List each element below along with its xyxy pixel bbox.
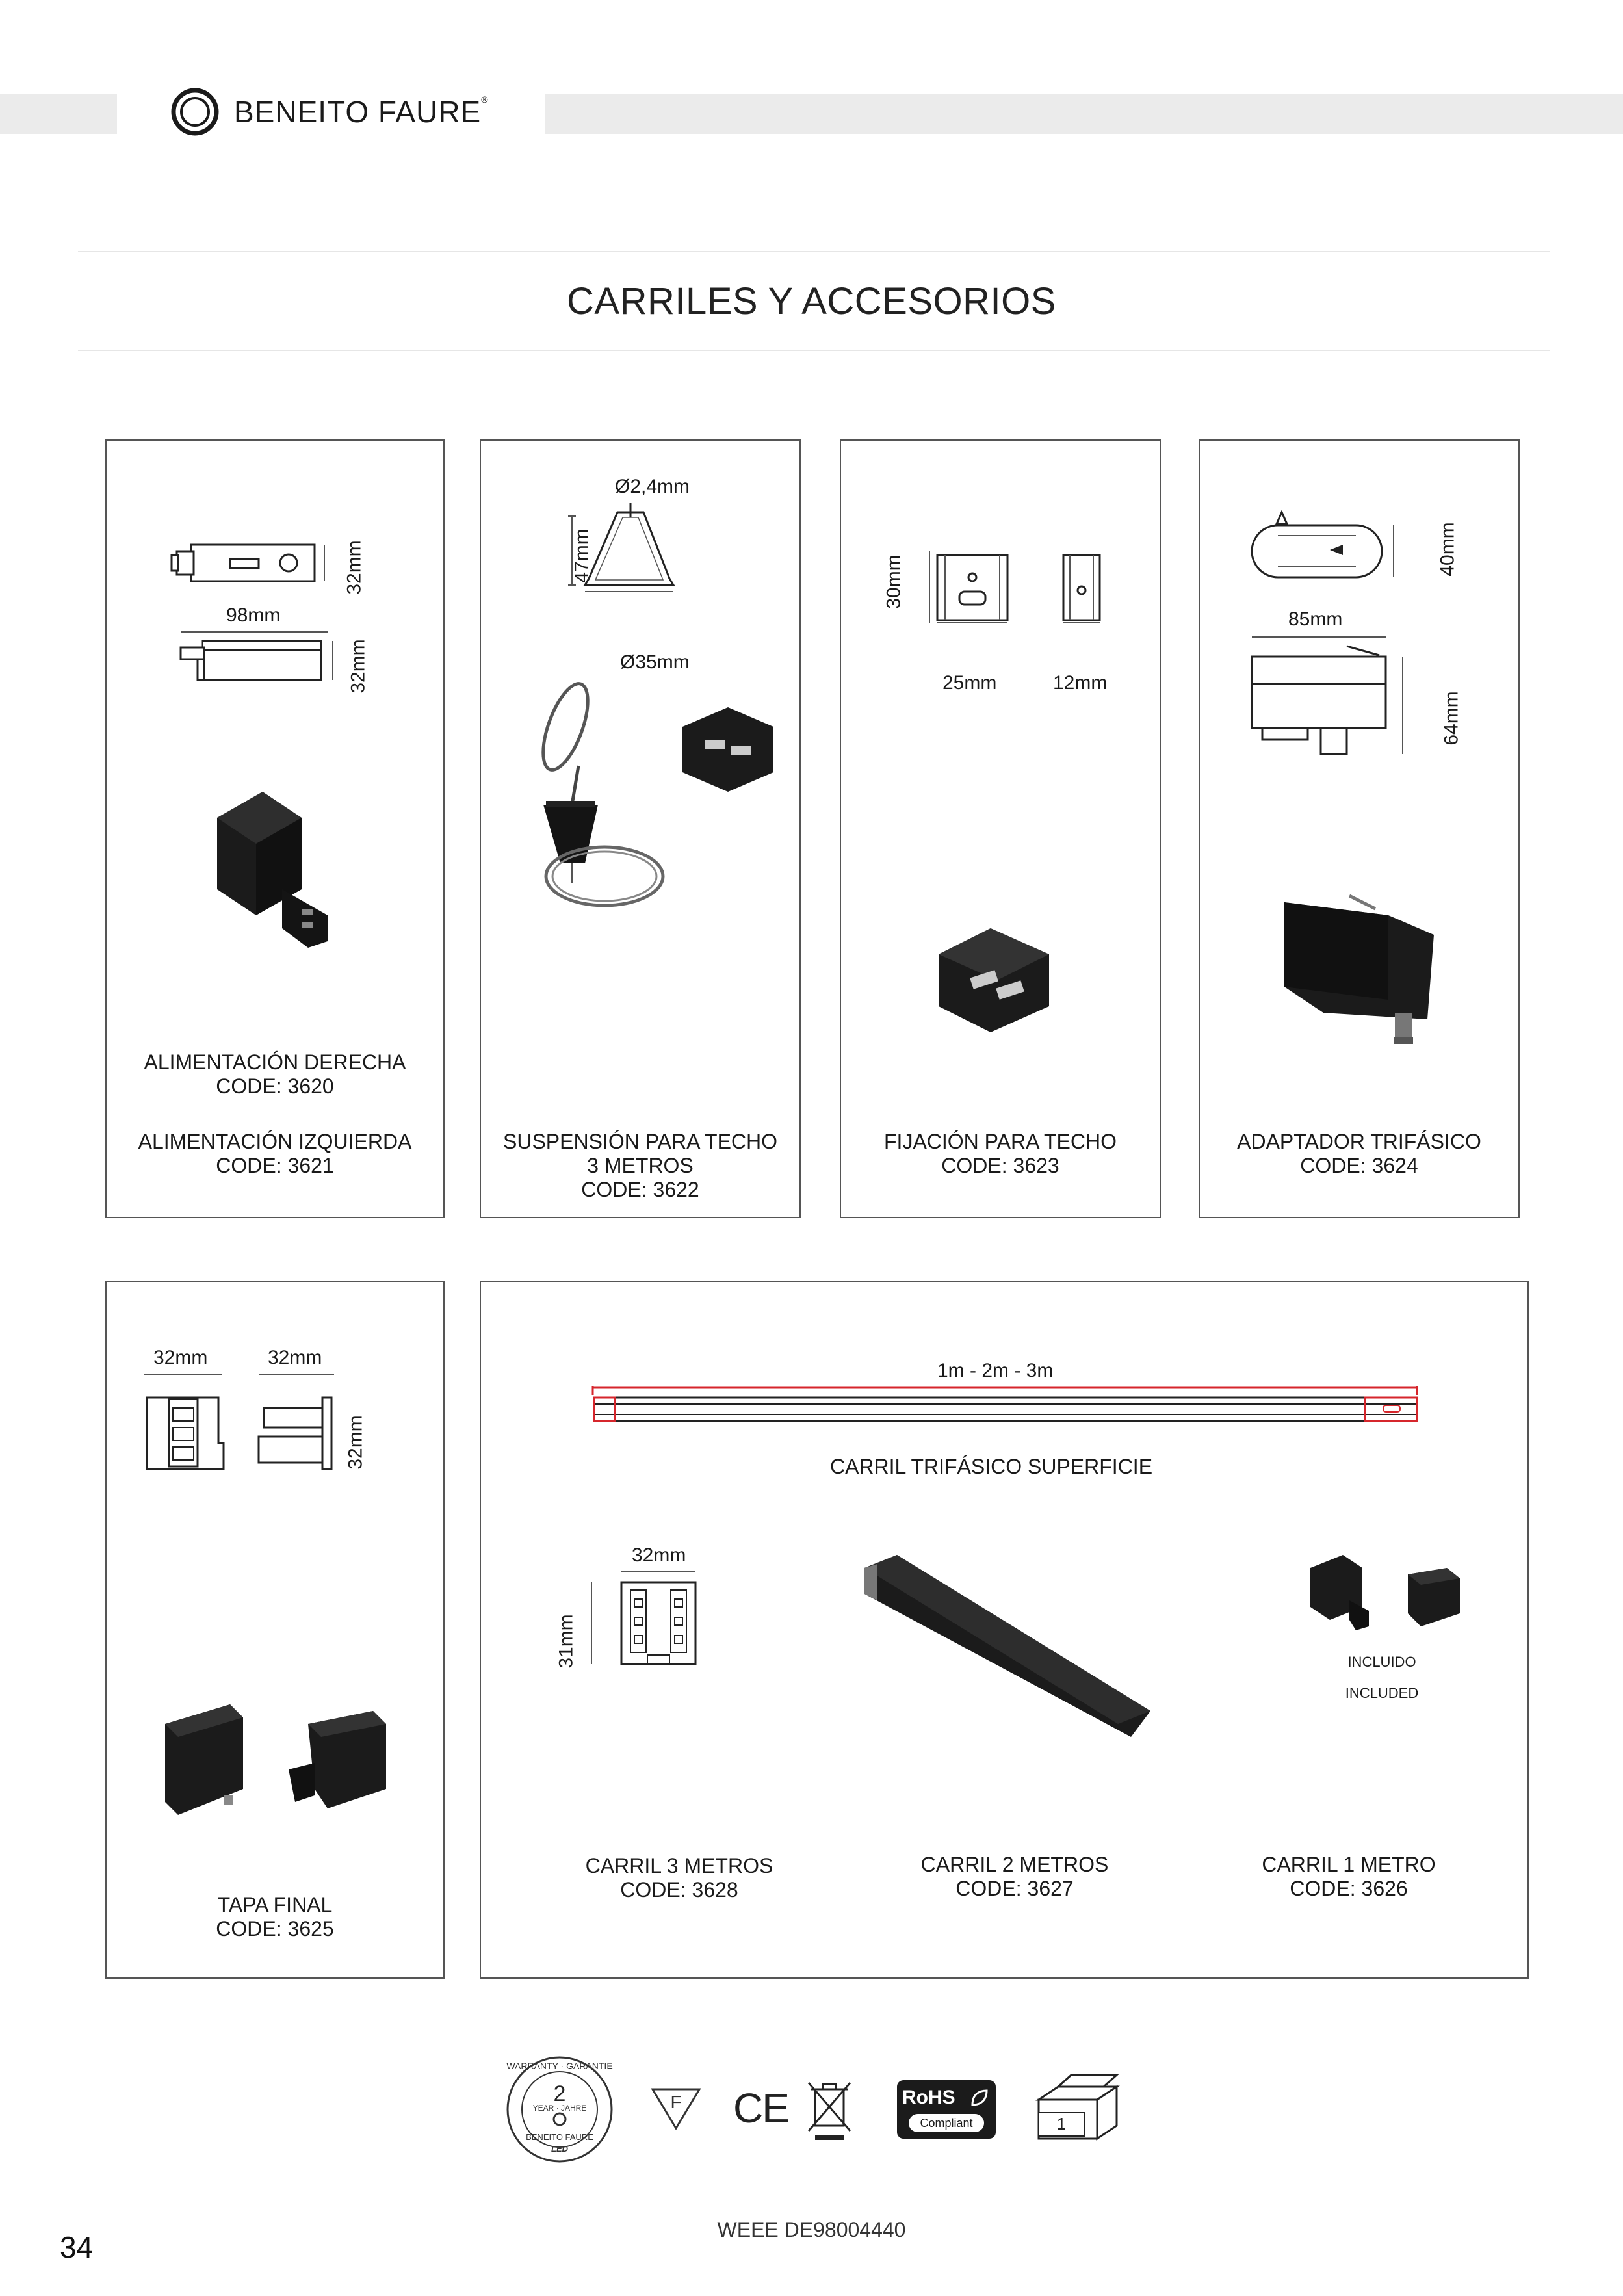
rail-profile-drawing bbox=[585, 1571, 708, 1675]
dim-height-top: 40mm bbox=[1436, 522, 1459, 577]
suspension-label-2: 3 METROS bbox=[587, 1154, 694, 1177]
product-card-3623 bbox=[840, 439, 1161, 1218]
ce-mark: CE bbox=[733, 2085, 788, 2132]
rail-3m-label: CARRIL 3 METROS bbox=[585, 1854, 773, 1877]
ceiling-clip-label: FIJACIÓN PARA TECHO bbox=[884, 1130, 1117, 1153]
dim-width-a: 32mm bbox=[153, 1347, 208, 1368]
feed-side-view-drawing bbox=[172, 629, 341, 688]
end-cap-label: TAPA FINAL bbox=[217, 1893, 333, 1916]
rail-photo bbox=[851, 1555, 1157, 1750]
dim-height: 30mm bbox=[883, 554, 905, 609]
brand-ring-icon bbox=[170, 87, 220, 137]
header-bar-right bbox=[545, 94, 1623, 134]
warranty-ring-text: WARRANTY · GARANTIE bbox=[506, 2061, 613, 2071]
title-rule-bottom bbox=[78, 350, 1550, 351]
ceiling-clip-photo bbox=[932, 928, 1062, 1045]
product-card-3620 bbox=[105, 439, 445, 1218]
rail-long-drawing bbox=[591, 1386, 1423, 1425]
feed-right-label: ALIMENTACIÓN DERECHA bbox=[144, 1050, 406, 1074]
weee-bin-icon bbox=[803, 2079, 855, 2144]
warranty-sub: YEAR · JAHRE bbox=[532, 2104, 587, 2113]
dim-diam-top: Ø2,4mm bbox=[615, 476, 690, 497]
dim-length: 98mm bbox=[226, 605, 281, 626]
suspension-label: SUSPENSIÓN PARA TECHO bbox=[502, 1130, 778, 1153]
end-cap-drawings bbox=[140, 1372, 361, 1489]
feed-left-code: CODE: 3621 bbox=[216, 1154, 334, 1177]
brand-name: BENEITO FAURE® bbox=[234, 94, 489, 129]
dim-diam-bottom: Ø35mm bbox=[620, 651, 690, 673]
adapter-photo bbox=[1271, 889, 1440, 1058]
rohs-text: RoHS bbox=[902, 2087, 955, 2108]
rohs-sub: Compliant bbox=[909, 2114, 984, 2132]
page-number: 34 bbox=[60, 2230, 94, 2264]
rail-2m-label: CARRIL 2 METROS bbox=[920, 1853, 1109, 1876]
suspension-kit-photo bbox=[507, 675, 780, 922]
title-rule-top bbox=[78, 251, 1550, 252]
product-card-3625 bbox=[105, 1281, 445, 1979]
weee-registration: WEEE DE98004440 bbox=[717, 2218, 906, 2241]
rail-2m-code: CODE: 3627 bbox=[955, 1877, 1074, 1900]
dim-width-b: 32mm bbox=[268, 1347, 322, 1368]
feed-connector-photo bbox=[204, 792, 347, 948]
adapter-label: ADAPTADOR TRIFÁSICO bbox=[1237, 1130, 1481, 1153]
page-title: CARRILES Y ACCESORIOS bbox=[567, 280, 1056, 322]
dim-length: 85mm bbox=[1288, 608, 1343, 630]
brand-logo bbox=[170, 85, 489, 139]
dim-height-side: 32mm bbox=[347, 639, 369, 694]
included-accessories-photo bbox=[1304, 1555, 1473, 1639]
ceiling-clip-side-drawing bbox=[1058, 551, 1110, 623]
ceiling-clip-front-drawing bbox=[926, 551, 1056, 623]
dim-height-top: 32mm bbox=[343, 540, 365, 595]
warranty-years: 2 bbox=[553, 2081, 566, 2106]
f-mark bbox=[650, 2085, 702, 2131]
rail-title: CARRIL TRIFÁSICO SUPERFICIE bbox=[829, 1455, 1153, 1478]
adapter-top-view-drawing bbox=[1245, 512, 1401, 584]
included-en: INCLUDED bbox=[1345, 1685, 1419, 1701]
end-cap-code: CODE: 3625 bbox=[216, 1917, 334, 1940]
warranty-led: LED bbox=[551, 2144, 568, 2154]
f-mark-text: F bbox=[670, 2092, 682, 2112]
warranty-seal bbox=[504, 2054, 615, 2165]
rail-profile-height: 31mm bbox=[555, 1614, 577, 1669]
feed-left-label: ALIMENTACIÓN IZQUIERDA bbox=[138, 1130, 412, 1153]
dim-depth: 12mm bbox=[1053, 672, 1108, 694]
ceiling-clip-code: CODE: 3623 bbox=[941, 1154, 1059, 1177]
box-qty-text: 1 bbox=[1056, 2114, 1067, 2133]
included-es: INCLUIDO bbox=[1347, 1654, 1416, 1670]
product-card-3622 bbox=[480, 439, 801, 1218]
rail-1m-label: CARRIL 1 METRO bbox=[1262, 1853, 1436, 1876]
box-icon bbox=[1032, 2074, 1123, 2145]
rail-profile-width: 32mm bbox=[632, 1545, 686, 1566]
rohs-leaf-icon bbox=[970, 2088, 989, 2107]
rail-lengths: 1m - 2m - 3m bbox=[937, 1360, 1054, 1381]
end-cap-photo bbox=[159, 1698, 393, 1828]
adapter-code: CODE: 3624 bbox=[1300, 1154, 1418, 1177]
rail-1m-code: CODE: 3626 bbox=[1290, 1877, 1408, 1900]
suspension-code: CODE: 3622 bbox=[581, 1178, 699, 1201]
product-card-3624 bbox=[1199, 439, 1520, 1218]
product-card-rails bbox=[480, 1281, 1529, 1979]
dim-height: 32mm bbox=[344, 1415, 367, 1470]
warranty-brand: BENEITO FAURE bbox=[526, 2132, 593, 2142]
dim-width: 25mm bbox=[942, 672, 997, 694]
feed-top-view-drawing bbox=[172, 538, 341, 590]
box-quantity bbox=[1032, 2074, 1123, 2145]
feed-right-code: CODE: 3620 bbox=[216, 1075, 334, 1098]
dim-height: 47mm bbox=[571, 528, 593, 583]
rohs-badge bbox=[897, 2080, 996, 2139]
rail-3m-code: CODE: 3628 bbox=[620, 1878, 738, 1901]
header-bar-left bbox=[0, 94, 117, 134]
dim-height-side: 64mm bbox=[1440, 691, 1462, 746]
adapter-side-view-drawing bbox=[1243, 633, 1425, 763]
